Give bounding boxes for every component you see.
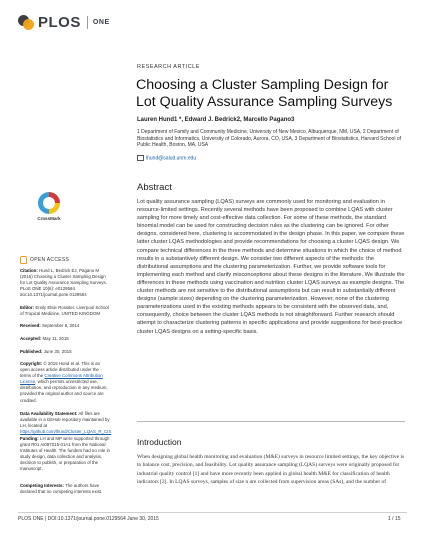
citation-text: Hund L, Bedrick EJ, Pagano M (2015) Choosing a Cluster Sampling Design for Lot Quality Assurance Sampling Surveys. PLoS ONE 10(6): e0129564. doi:10.1371/journal.pone.0129564 bbox=[20, 268, 107, 298]
citation-block bbox=[20, 268, 110, 298]
envelope-icon bbox=[137, 155, 144, 161]
funding-block bbox=[20, 436, 110, 473]
abstract-heading: Abstract bbox=[137, 182, 172, 193]
crossmark-icon bbox=[38, 192, 60, 214]
abstract-text: Lot quality assurance sampling (LQAS) surveys are commonly used for monitoring and evaluation in resource-limited settings. Recently several methods have been proposed to combine LQAS with cluster sampling for more timely and cost-effective data collection. For some of these methods, the standard binomial model can be used for constructing decision rules as the clustering can be ignored. For other designs, considered here, clustering is accommodated in the design phase. In this paper, we compare these latter cluster LQAS methodologies and provide recommendations for choosing a cluster LQAS design. We compare technical differences in the three methods and determine situations in which the choice of method results in a substantively different design. We consider two different aspects of the methods: the distributional assumptions and the clustering parameterization. Further, we provide software tools for implementing each method and clarify misconceptions about these designs in the literature. We illustrate the differences in these methods using vaccination and nutrition cluster LQAS surveys as example designs. The cluster methods are not sensitive to the distributional assumptions but can result in substantially different designs (sample sizes) depending on the clustering parameterization. However, none of the clustering parameterizations used in the existing methods appears to be consistent with the observed data, and, consequently, choice between the cluster LQAS methods is not straightforward. Further research should attempt to characterize clustering patterns in specific applications and provide suggestions for best-practice cluster LQAS designs on a setting-specific basis. bbox=[137, 199, 405, 335]
editor-block bbox=[20, 305, 110, 317]
copyright-text-2: , which permits unrestricted use, distribution, and reproduction in any medium, provided the original author and source are credited. bbox=[20, 379, 108, 403]
logo-sub: ONE bbox=[92, 18, 110, 26]
published-date: June 30, 2015 bbox=[43, 349, 72, 354]
citation-label: Citation: bbox=[20, 268, 38, 273]
affiliations: 1 Department of Family and Community Medicine, University of New Mexico, Albuquerque, NM, USA, 2 Department of Biostatistics and Informatics, University of Colorado, Aurora, CO, USA, 3 Department of Biostatistics, Harvard School of Public Health, Boston, MA, USA bbox=[137, 129, 401, 148]
email-link[interactable]: lhund@salud.unm.edu bbox=[146, 155, 197, 162]
accepted-label: Accepted: bbox=[20, 336, 42, 341]
open-lock-icon bbox=[20, 256, 27, 264]
open-access-label: OPEN ACCESS bbox=[30, 257, 70, 263]
introduction-heading: Introduction bbox=[137, 437, 182, 447]
github-link[interactable]: https://github.com/lhund/Cluster_LQAS_R_CIS bbox=[20, 429, 112, 435]
copyright-label: Copyright: bbox=[20, 361, 43, 366]
logo-text: PLOS bbox=[38, 13, 81, 31]
accepted-block bbox=[20, 336, 110, 342]
editor-label: Editor: bbox=[20, 305, 35, 310]
logo-divider bbox=[87, 16, 88, 29]
article-type: RESEARCH ARTICLE bbox=[137, 64, 200, 70]
received-date: September 8, 2014 bbox=[41, 323, 80, 328]
copyright-block bbox=[20, 361, 110, 404]
license-link[interactable]: Creative Commons Attribution License bbox=[20, 373, 103, 385]
footer-citation: PLOS ONE | DOI:10.1371/journal.pone.0129564 June 30, 2015 bbox=[18, 516, 159, 522]
introduction-text: When designing global health monitoring and evaluation (M&E) surveys in resource limited settings, the key objective is to balance cost, precision, and feasibility. Lot quality assurance sampling (LQAS) surveys were originally proposed for industrial quality control [1] and have more recently been applied in global health M&E for classification of health indicators [2]. In LQAS surveys, samples of size n are collected from supervision areas (SAs), and the number of bbox=[137, 454, 405, 485]
open-access-badge bbox=[20, 256, 69, 264]
funding-label: Funding: bbox=[20, 436, 39, 441]
received-block bbox=[20, 323, 110, 329]
competing-interests-text: The authors have declared that no competing interests exist. bbox=[20, 483, 103, 495]
corresponding-email[interactable] bbox=[137, 155, 196, 161]
article-title: Choosing a Cluster Sampling Design for Lot Quality Assurance Sampling Surveys bbox=[136, 77, 393, 110]
competing-interests-label: Competing Interests: bbox=[20, 483, 64, 488]
footer-divider bbox=[18, 512, 407, 513]
data-availability-text: All files are available in a GitHub repository maintained by LH, located at bbox=[20, 411, 110, 429]
accepted-date: May 11, 2015 bbox=[42, 336, 69, 341]
published-label: Published: bbox=[20, 349, 43, 354]
author-list: Lauren Hund1 *, Edward J. Bedrick2, Marcello Pagano3 bbox=[137, 117, 295, 123]
data-availability-label: Data Availability Statement: bbox=[20, 411, 78, 416]
crossmark-label: CrossMark bbox=[37, 216, 61, 221]
editor-text: Emily Elsie Rossiter, Liverpool School of Tropical Medicine, UNITED KINGDOM bbox=[20, 305, 109, 317]
plos-one-logo[interactable] bbox=[18, 13, 110, 31]
data-availability-block bbox=[20, 411, 110, 435]
section-divider bbox=[137, 421, 405, 422]
crossmark-badge[interactable] bbox=[35, 192, 63, 221]
page-number: 1 / 15 bbox=[388, 516, 401, 522]
received-label: Received: bbox=[20, 323, 41, 328]
plos-logo-icon bbox=[18, 14, 35, 31]
competing-interests-block bbox=[20, 483, 110, 495]
published-block bbox=[20, 349, 110, 355]
copyright-text-1: © 2015 Hund et al. This is an open access article distributed under the terms of the bbox=[20, 361, 101, 379]
funding-text: LH and MP were supported through grant R01 AI097015-01A1 from the National Institutes of Health. The funders had no role in study design, data collection and analysis, decision to publish, or preparation of the manuscript. bbox=[20, 436, 110, 472]
